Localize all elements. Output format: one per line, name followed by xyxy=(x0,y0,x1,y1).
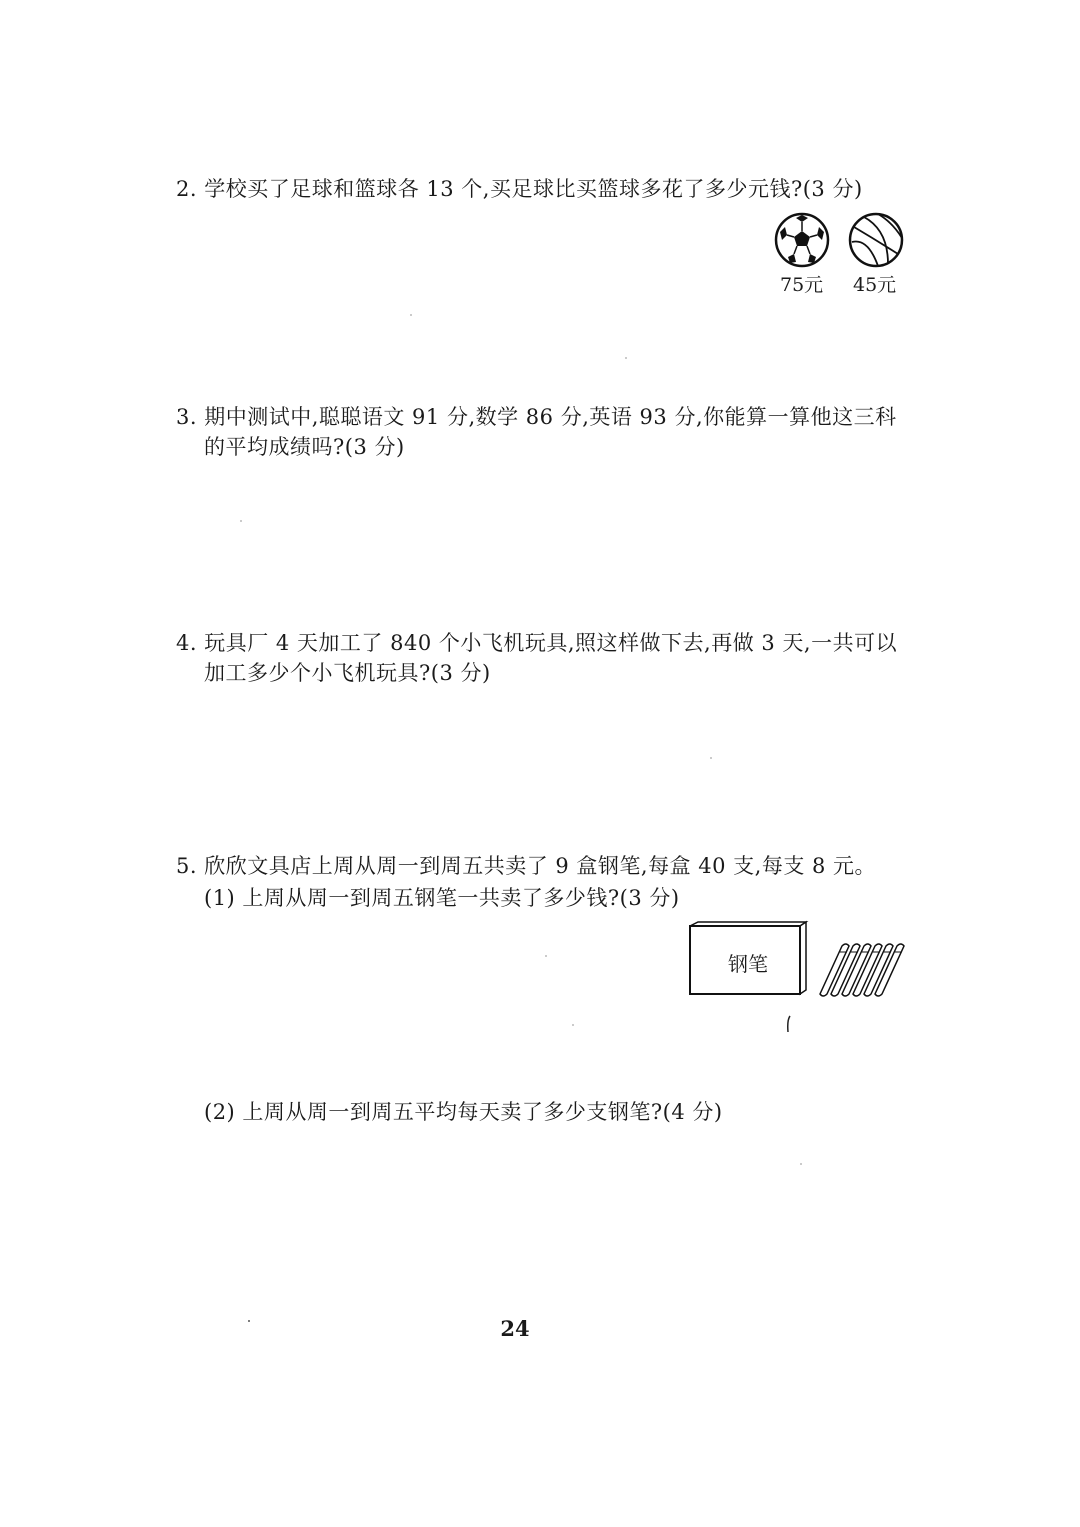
question-5-sub-2: (2) 上周从周一到周五平均每天卖了多少支钢笔?(4 分) xyxy=(204,1100,723,1124)
question-3-line-1: 3. 期中测试中,聪聪语文 91 分,数学 86 分,英语 93 分,你能算一算他这三科 xyxy=(176,405,897,429)
question-5-text: 5. 欣欣文具店上周从周一到周五共卖了 9 盒钢笔,每盒 40 支,每支 8 元。 xyxy=(176,854,877,878)
soccer-price: 75元 xyxy=(780,274,824,296)
question-4-line-1: 4. 玩具厂 4 天加工了 840 个小飞机玩具,照这样做下去,再做 3 天,一共可以 xyxy=(176,631,898,655)
scan-speck xyxy=(240,520,242,522)
question-3-line-2: 的平均成绩吗?(3 分) xyxy=(204,435,405,459)
question-5-sub-1: (1) 上周从周一到周五钢笔一共卖了多少钱?(3 分) xyxy=(204,886,680,910)
scan-speck xyxy=(572,1024,574,1026)
scan-speck xyxy=(545,955,547,957)
scan-speck xyxy=(800,1163,802,1165)
basketball-price: 45元 xyxy=(853,274,897,296)
scan-speck xyxy=(710,757,712,759)
question-2-text: 2. 学校买了足球和篮球各 13 个,买足球比买篮球多花了多少元钱?(3 分) xyxy=(176,177,863,201)
scan-speck xyxy=(625,357,627,359)
page-number: 24 xyxy=(500,1316,530,1341)
scan-speck xyxy=(248,1320,250,1322)
basketball-icon xyxy=(848,212,904,268)
scan-speck xyxy=(410,314,412,316)
pen-box-label: 钢笔 xyxy=(728,952,768,976)
soccer-ball-icon xyxy=(774,212,830,268)
pens-icon xyxy=(816,940,906,1000)
stray-mark xyxy=(784,1014,794,1034)
question-4-line-2: 加工多少个小飞机玩具?(3 分) xyxy=(204,661,491,685)
